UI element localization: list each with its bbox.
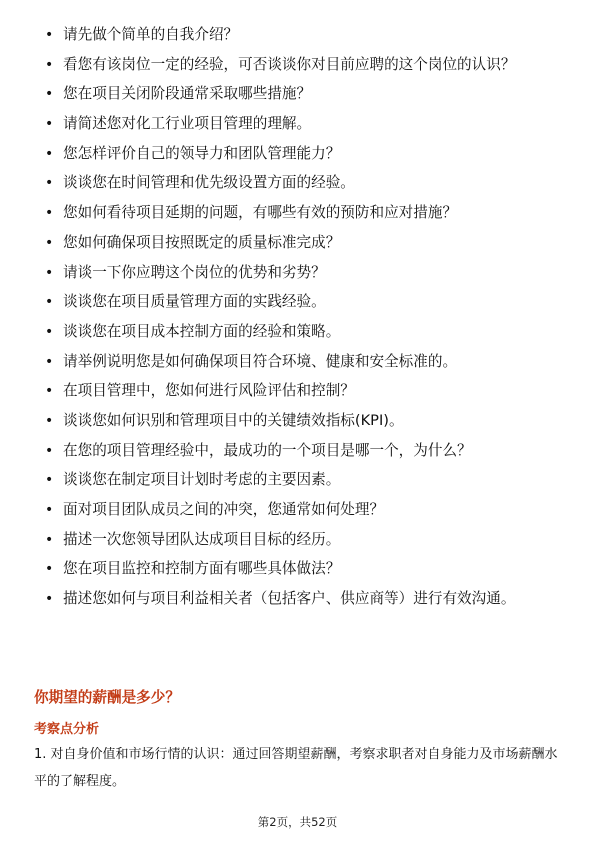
bullet-icon: • bbox=[45, 442, 54, 459]
question-text: 您在项目关闭阶段通常采取哪些措施？ bbox=[63, 85, 312, 103]
bullet-icon: • bbox=[45, 531, 54, 548]
bullet-icon: • bbox=[45, 591, 54, 608]
section-title: 你期望的薪酬是多少？ bbox=[34, 689, 180, 706]
question-text: 谈谈您在制定项目计划时考虑的主要因素。 bbox=[63, 471, 341, 489]
question-item bbox=[42, 321, 562, 343]
question-item bbox=[42, 351, 562, 373]
question-text: 您如何看待项目延期的问题，有哪些有效的预防和应对措施？ bbox=[63, 204, 458, 222]
question-item bbox=[42, 588, 562, 610]
question-item bbox=[42, 262, 562, 284]
page-footer: 第2页，共52页 bbox=[257, 815, 338, 829]
bullet-icon: • bbox=[45, 383, 54, 400]
bullet-icon: • bbox=[45, 472, 54, 489]
bullet-icon: • bbox=[45, 502, 54, 518]
question-text: 在您的项目管理经验中，最成功的一个项目是哪一个，为什么？ bbox=[63, 441, 472, 459]
question-text: 看您有该岗位一定的经验，可否谈谈你对目前应聘的这个岗位的认识？ bbox=[63, 55, 516, 73]
question-item bbox=[42, 380, 562, 402]
bullet-icon: • bbox=[45, 86, 54, 103]
bullet-icon: • bbox=[45, 56, 54, 73]
bullet-icon: • bbox=[45, 294, 54, 311]
question-item bbox=[42, 558, 562, 580]
question-text: 请先做个简单的自我介绍？ bbox=[63, 26, 239, 43]
bullet-icon: • bbox=[45, 116, 54, 133]
question-text: 请谈一下你应聘这个岗位的优势和劣势？ bbox=[63, 263, 326, 281]
question-item bbox=[42, 54, 562, 76]
analysis-paragraph: 1. 对自身价值和市场行情的认识：通过回答期望薪酬，考察求职者对自身能力及市场薪酬水平的了解程度。 bbox=[34, 747, 558, 789]
question-text: 面对项目团队成员之间的冲突，您通常如何处理？ bbox=[63, 501, 385, 518]
question-text: 谈谈您如何识别和管理项目中的关键绩效指标(KPI)。 bbox=[63, 411, 404, 429]
question-item bbox=[42, 291, 562, 313]
bullet-icon: • bbox=[45, 412, 54, 429]
bullet-icon: • bbox=[45, 205, 54, 222]
question-text: 请举例说明您是如何确保项目符合环境、健康和安全标准的。 bbox=[63, 352, 458, 370]
question-text: 您怎样评价自己的领导力和团队管理能力？ bbox=[63, 144, 341, 162]
question-item bbox=[42, 113, 562, 135]
question-list bbox=[42, 24, 562, 618]
bullet-icon: • bbox=[45, 561, 54, 578]
question-text: 您在项目监控和控制方面有哪些具体做法？ bbox=[63, 560, 341, 578]
question-item bbox=[42, 469, 562, 491]
question-text: 您如何确保项目按照既定的质量标准完成？ bbox=[63, 233, 341, 251]
bullet-icon: • bbox=[45, 27, 54, 43]
bullet-icon: • bbox=[45, 175, 54, 192]
question-item bbox=[42, 143, 562, 165]
question-text: 描述您如何与项目利益相关者（包括客户、供应商等）进行有效沟通。 bbox=[63, 590, 516, 608]
question-item bbox=[42, 410, 562, 432]
question-text: 谈谈您在时间管理和优先级设置方面的经验。 bbox=[63, 174, 355, 192]
analysis-subtitle: 考察点分析 bbox=[34, 722, 100, 737]
bullet-icon: • bbox=[45, 353, 54, 370]
bullet-icon: • bbox=[45, 145, 54, 162]
question-item bbox=[42, 232, 562, 254]
question-item bbox=[42, 499, 562, 521]
question-item bbox=[42, 202, 562, 224]
bullet-icon: • bbox=[45, 323, 54, 340]
question-item bbox=[42, 24, 562, 46]
bullet-icon: • bbox=[45, 264, 54, 281]
question-text: 请简述您对化工行业项目管理的理解。 bbox=[63, 115, 312, 133]
question-item bbox=[42, 529, 562, 551]
question-text: 在项目管理中，您如何进行风险评估和控制？ bbox=[63, 382, 355, 400]
bullet-icon: • bbox=[45, 234, 54, 251]
question-item bbox=[42, 83, 562, 105]
question-item bbox=[42, 172, 562, 194]
question-text: 谈谈您在项目成本控制方面的经验和策略。 bbox=[63, 322, 341, 340]
question-text: 描述一次您领导团队达成项目目标的经历。 bbox=[63, 530, 341, 548]
question-item bbox=[42, 440, 562, 462]
question-text: 谈谈您在项目质量管理方面的实践经验。 bbox=[63, 293, 326, 311]
